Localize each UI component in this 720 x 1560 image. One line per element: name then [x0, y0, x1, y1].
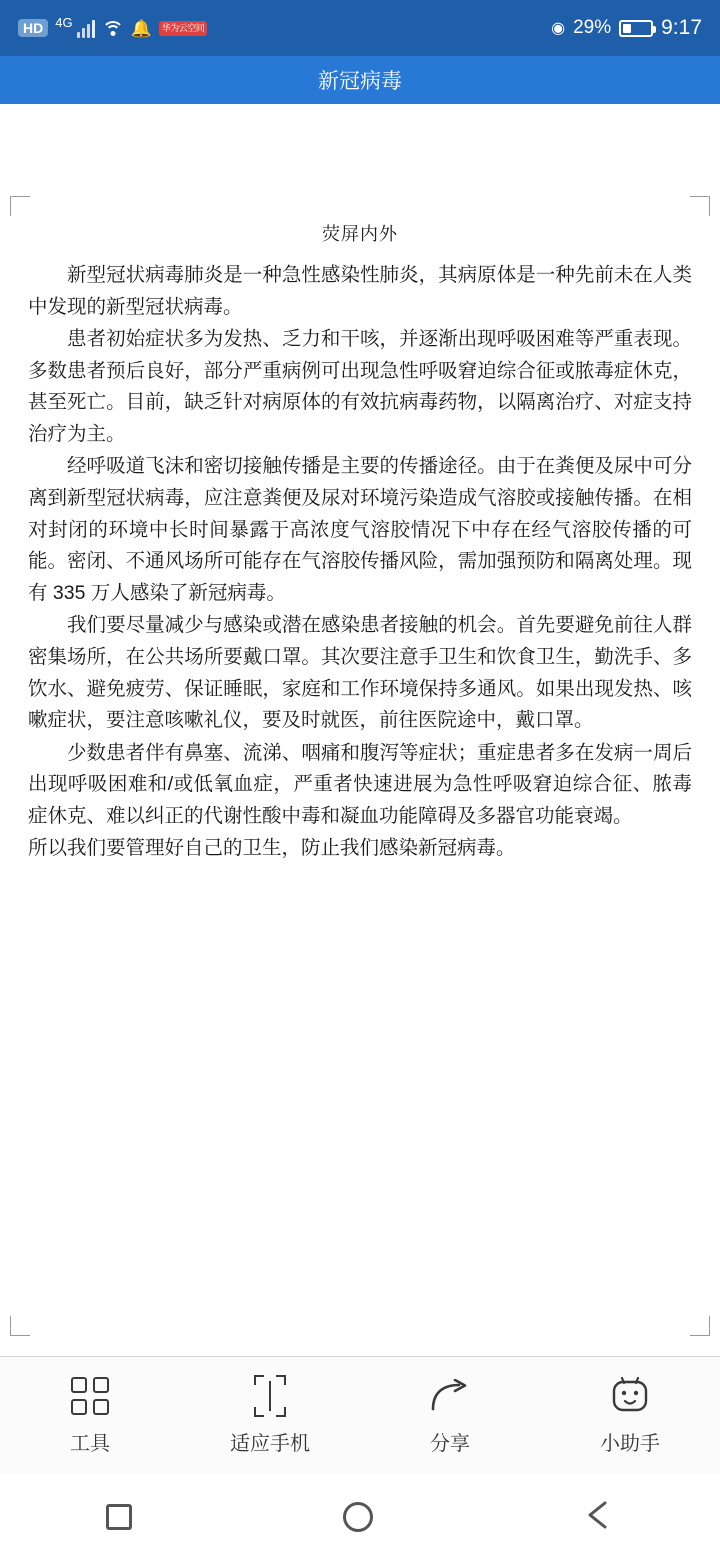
bottom-toolbar: [0, 1356, 720, 1474]
toolbar-item-label: 小助手: [600, 1433, 660, 1455]
battery-icon: [619, 20, 653, 37]
status-bar: [0, 0, 720, 56]
toolbar-item-label: 工具: [70, 1433, 110, 1455]
system-nav-bar: [0, 1474, 720, 1560]
wifi-icon: [102, 19, 124, 37]
document-paragraph: 新型冠状病毒肺炎是一种急性感染性肺炎，其病原体是一种先前未在人类中发现的新型冠状病毒。: [28, 264, 692, 318]
fit-to-phone-icon: [254, 1375, 286, 1417]
assistant-robot-icon: [610, 1375, 650, 1417]
battery-percent-label: 29%: [573, 17, 612, 38]
share-arrow-icon: [429, 1375, 471, 1417]
crop-mark-bottom-right: [690, 1316, 710, 1336]
toolbar-item-tools[interactable]: [10, 1375, 170, 1456]
toolbar-item-label: 分享: [430, 1433, 470, 1455]
triangle-back-icon[interactable]: [584, 1500, 614, 1535]
document-paragraph: 患者初始症状多为发热、乏力和干咳，并逐渐出现呼吸困难等严重表现。多数患者预后良好，部分严重病例可出现急性呼吸窘迫综合征或脓毒症休克，甚至死亡。目前，缺乏针对病原体的有效抗病毒药物，以隔离治疗、对症支持治疗为主。: [28, 328, 692, 445]
square-icon[interactable]: [106, 1504, 132, 1530]
grid-tools-icon: [71, 1375, 109, 1417]
eye-comfort-icon: ◉: [551, 20, 566, 37]
status-bar-right: [551, 16, 702, 40]
circle-icon[interactable]: [343, 1502, 373, 1532]
toolbar-item-fit-phone[interactable]: [190, 1375, 350, 1456]
crop-mark-bottom-left: [10, 1316, 30, 1336]
toolbar-item-label: 适应手机: [230, 1433, 310, 1455]
signal-bars-icon: [77, 18, 95, 38]
clock-label: 9:17: [661, 16, 702, 39]
status-bar-left: [18, 14, 207, 38]
document-heading: 荧屏内外: [322, 224, 398, 244]
toolbar-item-assistant[interactable]: [550, 1375, 710, 1456]
document-paragraph: 少数患者伴有鼻塞、流涕、咽痛和腹泻等症状；重症患者多在发病一周后出现呼吸困难和/或低氧血症，严重者快速进展为急性呼吸窘迫综合征、脓毒症休克、难以纠正的代谢性酸中毒和凝血功能障碍及多器官功能衰竭。: [28, 741, 692, 827]
document-closing-line: 所以我们要管理好自己的卫生，防止我们感染新冠病毒。: [28, 837, 516, 860]
network-type-label: 4G: [55, 14, 73, 30]
app-notification-icon: 华为云空间: [159, 21, 208, 36]
document-body: [0, 260, 720, 865]
document-paragraph: 经呼吸道飞沫和密切接触传播是主要的传播途径。由于在粪便及尿中可分离到新型冠状病毒，应注意粪便及尿对环境污染造成气溶胶或接触传播。在相对封闭的环境中长时间暴露于高浓度气溶胶情况下中存在经气溶胶传播的可能。密闭、不通风场所可能存在气溶胶传播风险，需加强预防和隔离处理。现有 335 万人感染了新冠病毒。: [28, 455, 692, 604]
hd-icon: HD: [18, 19, 48, 37]
page-title: 新冠病毒: [318, 70, 402, 93]
document-paragraph: 我们要尽量减少与感染或潜在感染患者接触的机会。首先要避免前往人群密集场所，在公共场所要戴口罩。其次要注意手卫生和饮食卫生，勤洗手、多饮水、避免疲劳、保证睡眠，家庭和工作环境保持多通风。如果出现发热、咳嗽症状，要注意咳嗽礼仪，要及时就医，前往医院途中，戴口罩。: [28, 614, 692, 732]
crop-mark-top-left: [10, 196, 30, 216]
toolbar-item-share[interactable]: [370, 1375, 530, 1456]
bell-icon: 🔔: [130, 18, 152, 38]
crop-mark-top-right: [690, 196, 710, 216]
document-view[interactable]: [0, 104, 720, 1356]
title-bar: [0, 56, 720, 104]
